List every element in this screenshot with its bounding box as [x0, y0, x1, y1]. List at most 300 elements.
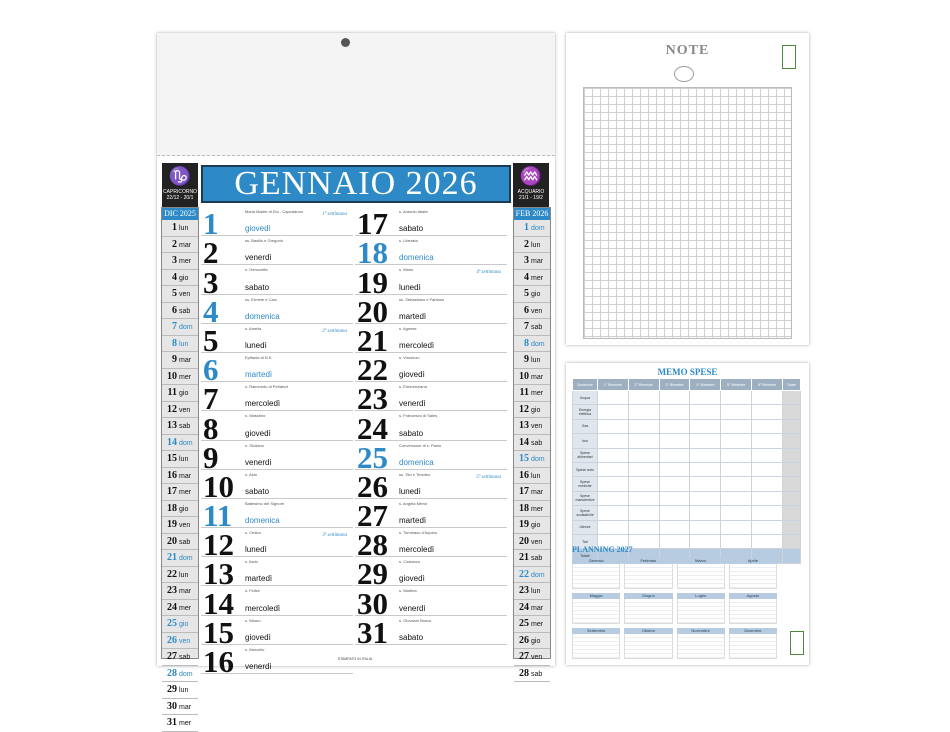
perforation-line: [157, 155, 555, 156]
side-day-row: [514, 517, 550, 534]
side-day-row: [162, 666, 198, 683]
side-day-number: 1: [524, 222, 529, 233]
mini-month-days: [624, 564, 672, 589]
side-day-row: [514, 402, 550, 419]
eco-badge-icon: [782, 45, 796, 69]
memo-cell: [690, 534, 721, 548]
day-number: 24: [357, 410, 388, 446]
memo-cell: [659, 506, 690, 520]
side-day-row: [162, 633, 198, 650]
mini-month: [572, 628, 620, 659]
memo-cell: [721, 391, 752, 405]
memo-cell: [628, 520, 659, 534]
memo-row-label: Imu: [573, 434, 598, 448]
day-number: 3: [203, 264, 219, 300]
side-day-name: mer: [179, 604, 192, 612]
memo-cell: [598, 448, 629, 462]
next-month-strip: [513, 207, 551, 679]
side-day-name: mar: [179, 241, 192, 249]
memo-cell: [690, 491, 721, 505]
memo-expenses-sheet: [566, 363, 809, 665]
memo-cell: [721, 506, 752, 520]
week-label: 2ª settimana: [322, 328, 347, 334]
memo-column-header: Totale: [782, 379, 800, 391]
side-day-row: [162, 352, 198, 369]
memo-row: [573, 419, 801, 433]
side-day-row: [162, 600, 198, 617]
memo-cell: [721, 405, 752, 419]
side-day-number: 9: [524, 354, 529, 365]
memo-cell: [782, 549, 800, 563]
memo-cell: [628, 491, 659, 505]
side-day-number: 7: [172, 321, 177, 332]
saint-name: s. Mauro: [245, 617, 261, 623]
side-day-name: ven: [531, 423, 543, 430]
side-day-name: gio: [179, 274, 189, 282]
memo-cell: [659, 477, 690, 491]
day-number: 14: [203, 585, 234, 621]
side-day-row: [162, 435, 198, 452]
side-day-name: mar: [531, 604, 544, 612]
day-number: 11: [203, 498, 233, 534]
memo-column-header: 1° Bimestre: [598, 379, 629, 391]
memo-cell: [752, 391, 783, 405]
day-number: 21: [357, 322, 388, 358]
memo-cell: [721, 419, 752, 433]
side-day-name: mar: [179, 703, 192, 711]
side-day-row: [162, 583, 198, 600]
saint-name: s. Angela Merici: [399, 500, 428, 506]
saint-name: s. Martina: [399, 588, 417, 594]
side-day-number: 19: [519, 519, 529, 530]
month-title: GENNAIO 2026: [201, 165, 511, 203]
day-column-1: [201, 206, 353, 679]
zodiac-badge-left: [162, 163, 198, 207]
saint-name: s. Emerenziana: [399, 384, 427, 390]
memo-row-label: Acqua: [573, 391, 598, 405]
side-day-row: [514, 451, 550, 468]
side-day-row: [162, 369, 198, 386]
memo-cell: [752, 477, 783, 491]
side-day-name: mar: [531, 373, 544, 381]
memo-cell: [690, 405, 721, 419]
memo-cell: [598, 434, 629, 448]
calendar-footer: STAMPATO IN ITALIA: [337, 657, 373, 661]
mini-month-days: [729, 599, 777, 624]
memo-cell: [598, 462, 629, 476]
side-day-number: 14: [167, 436, 177, 448]
memo-cell: [752, 506, 783, 520]
side-day-name: lun: [179, 340, 189, 348]
memo-cell: [628, 506, 659, 520]
day-number: 20: [357, 293, 388, 329]
saint-name: s. Liberata: [399, 238, 418, 244]
side-day-number: 25: [167, 618, 177, 629]
memo-cell: [752, 419, 783, 433]
weekday-name: domenica: [245, 311, 280, 321]
mini-month-title: Novembre: [677, 628, 725, 634]
weekday-name: mercoledì: [399, 340, 435, 350]
memo-row: [573, 434, 801, 448]
memo-row: [573, 506, 801, 520]
day-number: 28: [357, 527, 388, 563]
memo-row-label: Tari: [573, 534, 598, 548]
side-day-number: 4: [524, 271, 529, 283]
day-number: 4: [203, 293, 219, 329]
side-day-name: dom: [179, 670, 193, 678]
side-day-row: [162, 468, 198, 485]
side-day-row: [514, 468, 550, 485]
weekday-name: sabato: [399, 428, 424, 438]
memo-total-cell: [782, 448, 800, 462]
mini-month-days: [572, 599, 620, 624]
side-day-name: lun: [179, 687, 189, 694]
memo-total-cell: [782, 391, 800, 405]
memo-cell: [690, 391, 721, 405]
side-day-row: [514, 237, 550, 254]
memo-column-header: 2° Bimestre: [628, 379, 659, 391]
side-day-row: [162, 385, 198, 402]
side-day-number: 28: [519, 667, 529, 679]
saint-name: Maria Madre di Dio - Capodanno: [245, 209, 304, 214]
side-day-name: ven: [179, 637, 191, 645]
side-day-name: sab: [531, 324, 543, 331]
capricorn-icon: ♑: [168, 166, 192, 186]
weekday-name: domenica: [245, 516, 280, 526]
side-day-name: mer: [531, 390, 544, 397]
day-number: 16: [203, 644, 234, 679]
side-day-row: [162, 616, 198, 633]
mini-month: [729, 593, 777, 624]
memo-title: MEMO SPESE: [657, 367, 718, 377]
memo-row-label: Spese scolastiche: [573, 506, 598, 520]
hanging-hole: [341, 38, 350, 47]
side-day-number: 23: [519, 585, 529, 596]
weekday-name: sabato: [245, 282, 270, 292]
mini-month-title: Gennaio: [572, 558, 620, 564]
notes-title: NOTE: [665, 43, 710, 58]
mini-month-days: [729, 634, 777, 659]
weekday-name: martedì: [399, 516, 427, 526]
weekday-name: sabato: [245, 486, 270, 496]
memo-cell: [721, 534, 752, 548]
side-day-name: mer: [179, 258, 192, 265]
memo-cell: [690, 506, 721, 520]
side-day-row: [514, 666, 550, 683]
side-day-name: mar: [179, 357, 192, 364]
side-day-name: lun: [179, 456, 189, 463]
weekday-name: giovedì: [399, 370, 425, 380]
mini-month: [729, 628, 777, 659]
wall-calendar: [157, 33, 555, 728]
mini-month: [677, 558, 725, 589]
side-day-name: sab: [179, 654, 191, 661]
side-day-number: 29: [167, 684, 177, 695]
saint-name: s. Giovanni Bosco: [399, 617, 432, 623]
day-number: 19: [357, 264, 388, 300]
side-day-name: gio: [179, 390, 189, 397]
memo-cell: [659, 434, 690, 448]
side-day-number: 21: [519, 552, 529, 563]
weekday-name: giovedì: [245, 428, 271, 438]
side-day-row: [162, 418, 198, 435]
week-label: 3ª settimana: [322, 533, 347, 539]
side-day-number: 8: [524, 337, 529, 349]
memo-cell: [721, 491, 752, 505]
side-day-number: 20: [519, 535, 529, 547]
mini-month-title: Marzo: [677, 558, 725, 564]
memo-column-header: 3° Bimestre: [659, 379, 690, 391]
zodiac-dates: 22/12 - 20/1: [166, 195, 194, 201]
side-day-row: [162, 484, 198, 501]
side-day-name: ven: [179, 522, 191, 529]
memo-row: [573, 491, 801, 505]
side-day-number: 3: [524, 255, 529, 266]
mini-month-title: Aprile: [729, 558, 777, 564]
weekday-name: martedì: [245, 574, 273, 584]
saint-name: s. Mario: [399, 267, 414, 273]
side-day-name: mar: [531, 489, 544, 496]
mini-month: [624, 558, 672, 589]
side-day-name: lun: [531, 357, 541, 364]
side-day-number: 17: [519, 486, 529, 497]
memo-cell: [628, 405, 659, 419]
side-day-row: [162, 567, 198, 584]
weekday-name: giovedì: [399, 574, 425, 584]
memo-cell: [598, 491, 629, 505]
weekday-name: mercoledì: [399, 545, 435, 555]
side-day-name: mer: [179, 373, 192, 381]
side-day-row: [514, 567, 550, 584]
memo-cell: [752, 405, 783, 419]
eco-badge-icon: [790, 631, 804, 655]
side-day-row: [162, 715, 198, 732]
side-day-number: 11: [167, 387, 177, 398]
day-number: 26: [357, 468, 388, 504]
mini-month-title: Luglio: [677, 593, 725, 599]
memo-total-cell: [782, 477, 800, 491]
side-day-row: [514, 270, 550, 287]
side-day-row: [162, 270, 198, 287]
side-day-row: [514, 286, 550, 303]
side-day-number: 10: [519, 370, 529, 382]
memo-cell: [690, 419, 721, 433]
weekday-name: domenica: [399, 253, 434, 263]
mini-month: [677, 593, 725, 624]
previous-month-title: DIC 2025: [162, 208, 198, 220]
saint-name: ss. Tito e Timoteo: [399, 471, 431, 477]
day-number: 23: [357, 381, 388, 417]
weekday-name: venerdì: [245, 253, 272, 263]
day-number: 27: [357, 498, 388, 534]
side-day-row: [514, 319, 550, 336]
side-day-number: 13: [167, 420, 177, 431]
side-day-row: [162, 319, 198, 336]
side-day-row: [162, 534, 198, 551]
mini-month: [729, 558, 777, 589]
memo-cell: [690, 477, 721, 491]
side-day-number: 22: [519, 568, 529, 580]
memo-cell: [690, 520, 721, 534]
mini-month-days: [677, 564, 725, 589]
day-number: 8: [203, 410, 219, 446]
saint-name: s. Agnese: [399, 325, 417, 331]
weekday-name: lunedì: [399, 486, 421, 496]
side-day-row: [514, 369, 550, 386]
side-day-name: sab: [179, 307, 191, 315]
saint-name: s. Marcello: [245, 646, 265, 652]
weekday-name: martedì: [399, 311, 427, 321]
memo-cell: [598, 419, 629, 433]
side-day-number: 24: [519, 601, 529, 613]
side-day-row: [162, 550, 198, 567]
side-day-number: 7: [524, 321, 529, 332]
side-day-name: sab: [179, 423, 191, 430]
side-day-number: 16: [167, 469, 177, 481]
memo-total-cell: [782, 520, 800, 534]
memo-row: [573, 405, 801, 419]
memo-row-label: Gas: [573, 419, 598, 433]
side-day-number: 21: [167, 552, 177, 563]
weekday-name: lunedì: [245, 340, 267, 350]
side-day-number: 10: [167, 370, 177, 382]
side-day-name: lun: [531, 472, 541, 480]
memo-cell: [628, 391, 659, 405]
side-day-number: 24: [167, 601, 177, 613]
mini-month: [572, 593, 620, 624]
memo-row-label: Spese manutentive: [573, 491, 598, 505]
saint-name: s. Tommaso d'Aquino: [399, 530, 438, 536]
calendar-header-blank: [157, 33, 555, 156]
side-day-row: [162, 451, 198, 468]
memo-row: [573, 448, 801, 462]
side-day-row: [514, 583, 550, 600]
saint-name: ss. Ermete e Caio: [245, 296, 277, 302]
memo-cell: [659, 391, 690, 405]
side-day-name: mar: [179, 588, 192, 595]
side-day-number: 25: [519, 618, 529, 629]
mini-month-days: [624, 599, 672, 624]
side-day-name: gio: [531, 291, 541, 298]
day-number: 7: [203, 381, 219, 417]
side-day-row: [162, 402, 198, 419]
day-number: 12: [203, 527, 234, 563]
mini-month-title: Settembre: [572, 628, 620, 634]
weekday-name: sabato: [399, 632, 424, 642]
day-number: 2: [203, 235, 219, 271]
side-day-name: lun: [179, 225, 189, 232]
saint-name: s. Raimondo di Peñafort: [245, 384, 288, 390]
side-day-row: [514, 352, 550, 369]
side-day-number: 1: [172, 222, 177, 233]
memo-cell: [752, 520, 783, 534]
memo-cell: [598, 506, 629, 520]
memo-cell: [721, 448, 752, 462]
side-day-row: [514, 253, 550, 270]
side-day-number: 17: [167, 486, 177, 497]
memo-cell: [659, 534, 690, 548]
saint-name: Battesimo del Signore: [245, 500, 285, 506]
memo-total-cell: [782, 506, 800, 520]
mini-month-title: Dicembre: [729, 628, 777, 634]
memo-total-cell: [782, 534, 800, 548]
side-day-row: [162, 286, 198, 303]
side-day-name: dom: [531, 456, 545, 463]
side-day-name: dom: [531, 571, 545, 579]
day-number: 13: [203, 556, 234, 592]
saint-name: s. Giuliano: [245, 442, 264, 448]
memo-row-label: Spese mediche: [573, 477, 598, 491]
planning-title: PLANNING 2027: [572, 545, 633, 554]
day-number: 25: [357, 439, 388, 475]
side-day-name: ven: [531, 538, 543, 546]
memo-cell: [721, 434, 752, 448]
memo-cell: [598, 391, 629, 405]
memo-column-header: 4° Bimestre: [690, 379, 721, 391]
saint-name: Epifania di N.S.: [245, 354, 273, 360]
memo-cell: [752, 534, 783, 548]
memo-column-header: 6° Bimestre: [752, 379, 783, 391]
memo-cell: [628, 448, 659, 462]
side-day-row: [162, 501, 198, 518]
mini-month-days: [572, 564, 620, 589]
day-column-2: [355, 206, 507, 650]
side-day-row: [162, 303, 198, 320]
mini-month-days: [572, 634, 620, 659]
side-day-name: gio: [179, 621, 189, 628]
day-number: 9: [203, 439, 219, 475]
side-day-number: 18: [167, 502, 177, 514]
saint-name: ss. Sebastiano e Fabiano: [399, 296, 445, 302]
day-number: 1: [203, 206, 219, 242]
weekday-name: martedì: [245, 370, 273, 380]
side-day-number: 28: [167, 667, 177, 679]
side-day-name: gio: [531, 522, 541, 529]
saint-name: Conversione di s. Paolo: [399, 442, 442, 448]
memo-cell: [752, 448, 783, 462]
memo-cell: [721, 520, 752, 534]
next-month-title: FEB 2026: [515, 209, 549, 218]
side-day-number: 22: [167, 568, 177, 580]
side-day-name: dom: [179, 439, 193, 447]
weekday-name: giovedì: [245, 632, 271, 642]
weekday-name: sabato: [399, 224, 424, 234]
memo-cell: [659, 462, 690, 476]
side-day-name: sab: [179, 538, 191, 546]
side-day-number: 30: [167, 700, 177, 712]
side-day-row: [514, 616, 550, 633]
memo-cell: [721, 462, 752, 476]
weekday-name: venerdì: [245, 662, 272, 671]
side-day-name: lun: [531, 588, 541, 595]
side-day-number: 27: [519, 651, 529, 662]
memo-total-cell: [782, 491, 800, 505]
memo-column-header: Scadenze: [573, 379, 598, 391]
side-day-row: [162, 699, 198, 716]
mini-month-days: [677, 634, 725, 659]
memo-total-cell: [782, 434, 800, 448]
side-day-row: [162, 237, 198, 254]
side-day-name: dom: [179, 555, 193, 562]
saint-name: s. Cesira: [245, 530, 261, 536]
memo-cell: [628, 462, 659, 476]
side-day-number: 27: [167, 651, 177, 662]
side-day-name: gio: [531, 637, 541, 645]
memo-total-cell: [782, 462, 800, 476]
memo-row: [573, 462, 801, 476]
side-day-row: [514, 600, 550, 617]
day-number: 10: [203, 468, 234, 504]
